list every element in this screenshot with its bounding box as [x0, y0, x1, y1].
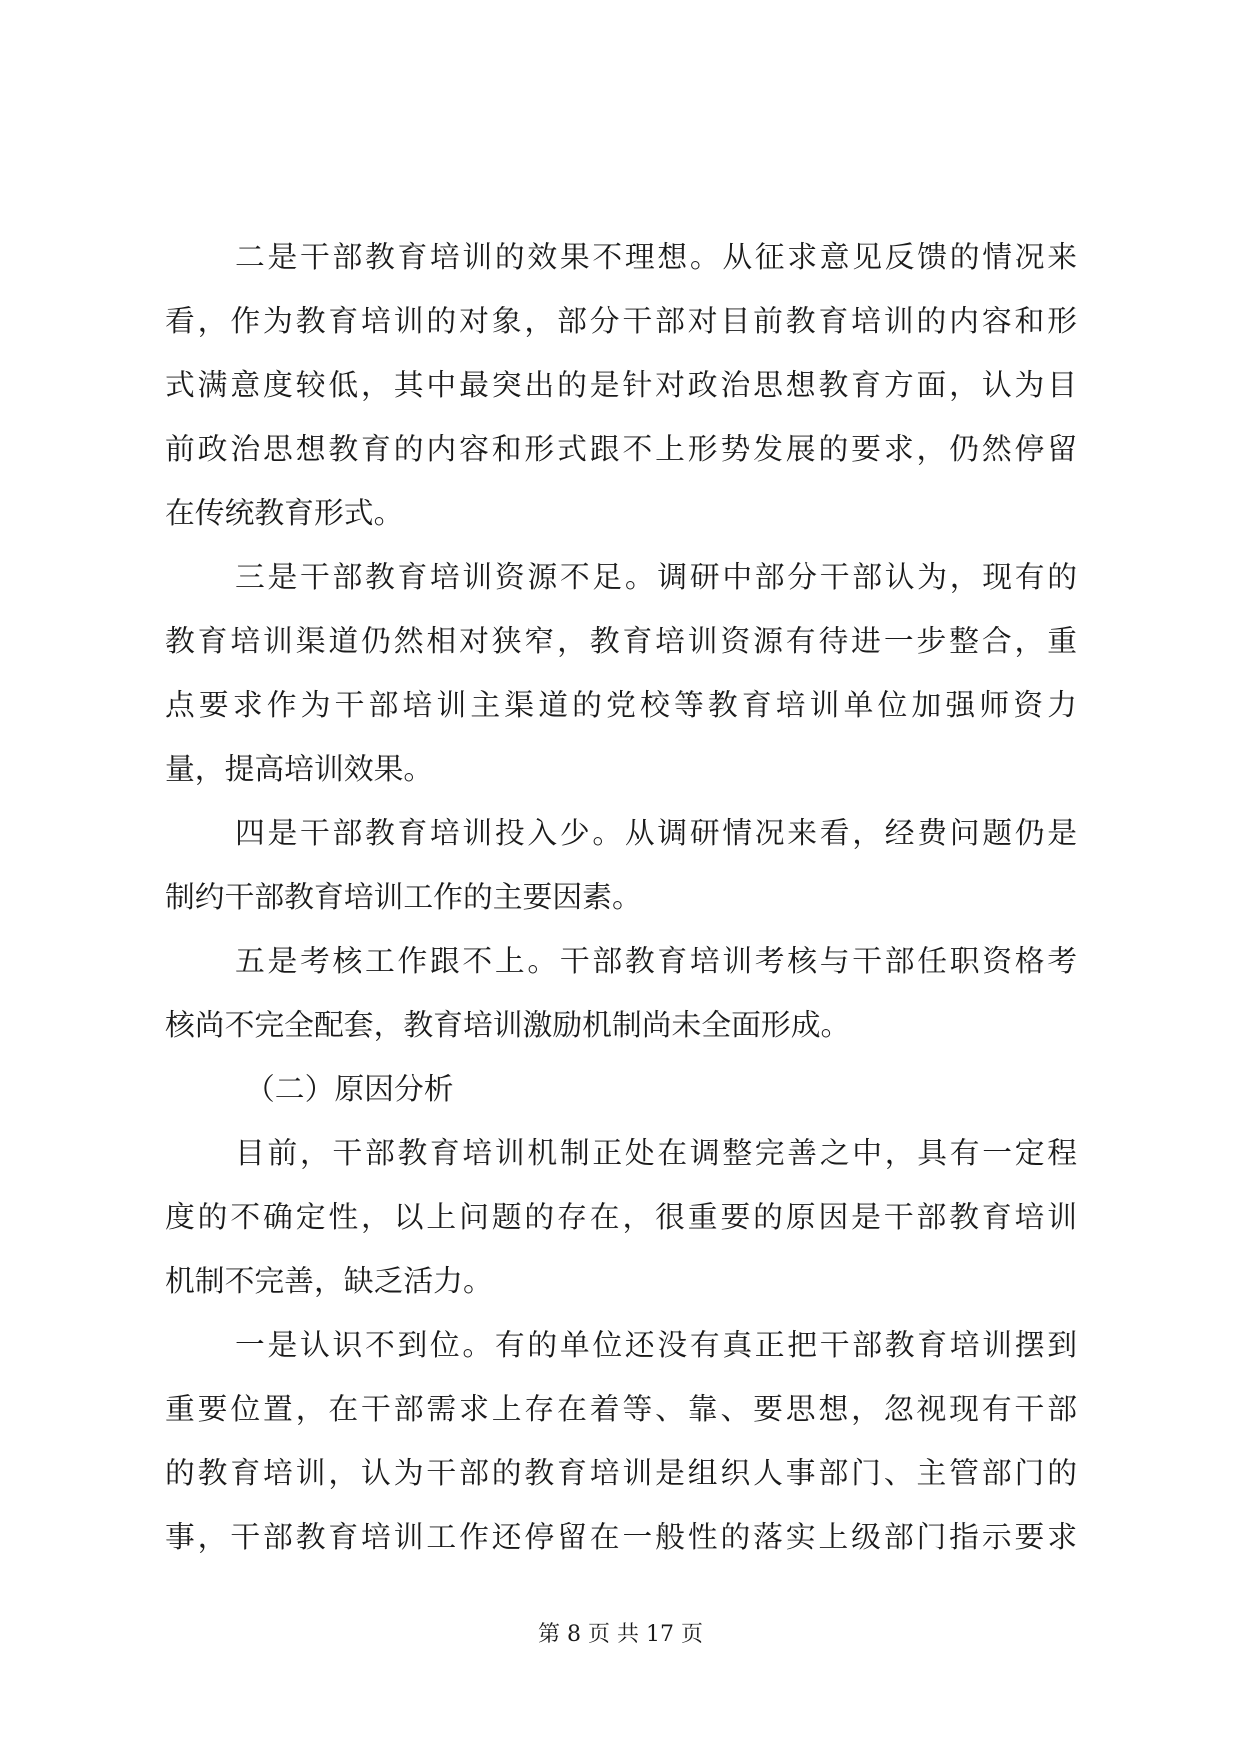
section-heading: （二）原因分析: [245, 1072, 454, 1107]
paragraph-line: 五是考核工作跟不上。干部教育培训考核与干部任职资格考: [235, 944, 1077, 979]
paragraph-line: 度的不确定性，以上问题的存在，很重要的原因是干部教育培训: [165, 1200, 1077, 1235]
paragraph-line: 机制不完善，缺乏活力。: [165, 1264, 493, 1299]
paragraph-line: 式满意度较低，其中最突出的是针对政治思想教育方面，认为目: [165, 368, 1077, 403]
paragraph-line: 重要位置，在干部需求上存在着等、靠、要思想，忽视现有干部: [165, 1392, 1077, 1427]
paragraph-line: 一是认识不到位。有的单位还没有真正把干部教育培训摆到: [235, 1328, 1077, 1363]
paragraph-line: 点要求作为干部培训主渠道的党校等教育培训单位加强师资力: [165, 688, 1077, 723]
paragraph-line: 制约干部教育培训工作的主要因素。: [165, 880, 642, 915]
paragraph-line: 三是干部教育培训资源不足。调研中部分干部认为，现有的: [235, 560, 1077, 595]
paragraph-line: 二是干部教育培训的效果不理想。从征求意见反馈的情况来: [235, 240, 1077, 275]
paragraph-line: 目前，干部教育培训机制正处在调整完善之中，具有一定程: [235, 1136, 1077, 1171]
page-number-footer: 第 8 页 共 17 页: [538, 1622, 703, 1647]
paragraph-line: 教育培训渠道仍然相对狭窄，教育培训资源有待进一步整合，重: [165, 624, 1077, 659]
paragraph-line: 前政治思想教育的内容和形式跟不上形势发展的要求，仍然停留: [165, 432, 1077, 467]
paragraph-line: 核尚不完全配套，教育培训激励机制尚未全面形成。: [165, 1008, 851, 1043]
paragraph-line: 事，干部教育培训工作还停留在一般性的落实上级部门指示要求: [165, 1520, 1077, 1555]
body-text: [165, 226, 1077, 1570]
paragraph-line: 的教育培训，认为干部的教育培训是组织人事部门、主管部门的: [165, 1456, 1077, 1491]
paragraph-line: 量，提高培训效果。: [165, 752, 434, 787]
paragraph-line: 四是干部教育培训投入少。从调研情况来看，经费问题仍是: [235, 816, 1077, 851]
paragraph-line: 看，作为教育培训的对象，部分干部对目前教育培训的内容和形: [165, 304, 1077, 339]
paragraph-line: 在传统教育形式。: [165, 496, 404, 531]
